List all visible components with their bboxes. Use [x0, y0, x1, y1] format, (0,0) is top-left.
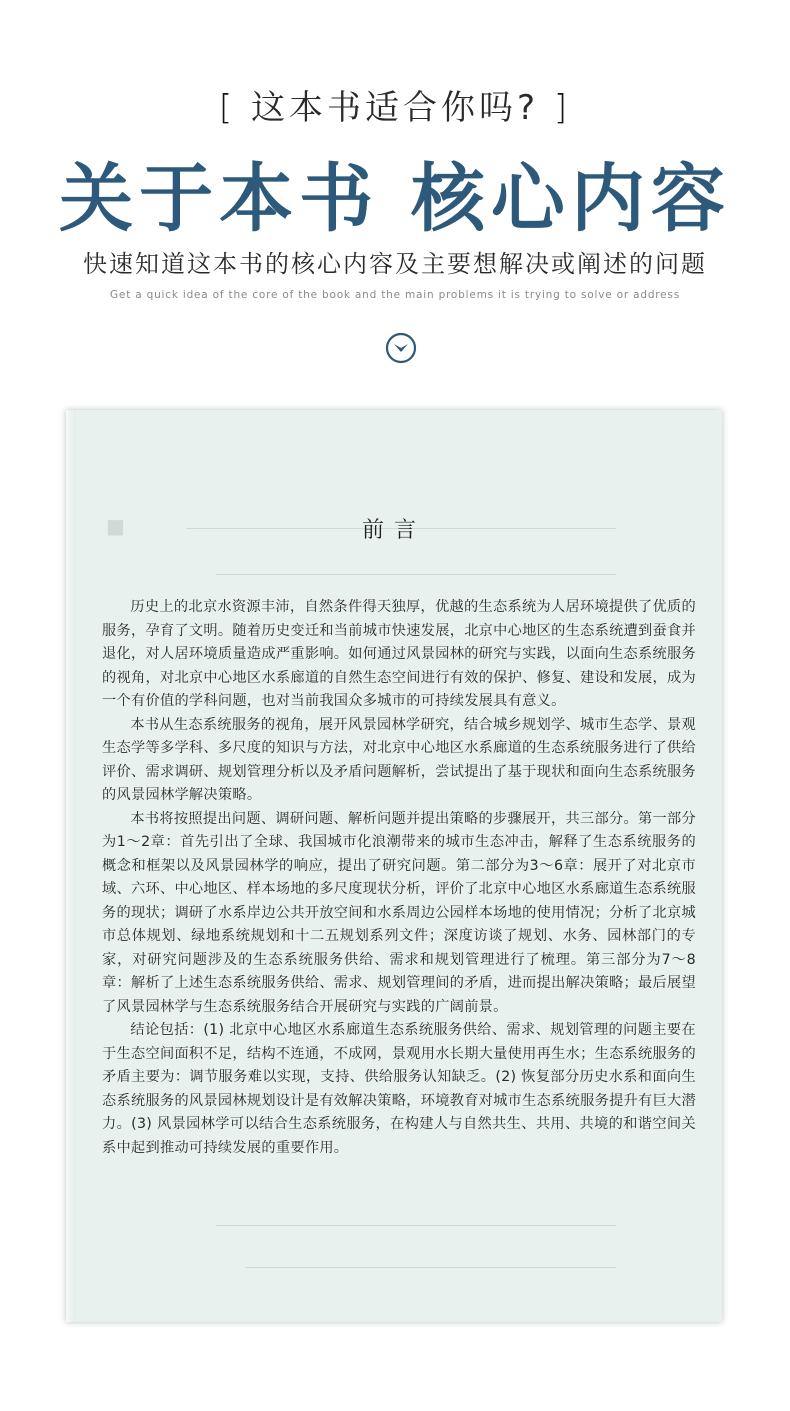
tagline — [0, 80, 790, 129]
document-body — [102, 596, 696, 1160]
header — [0, 0, 790, 400]
bleed-through-line — [216, 1225, 616, 1226]
page-title: 关于本书 核心内容 — [59, 156, 731, 242]
paragraph: 本书从生态系统服务的视角，展开风景园林学研究，结合城乡规划学、城市生态学、景观生态学等多学科、多尺度的知识与方法，对北京中心地区水系廊道的生态系统服务进行了供给评价、需求调研、规划管理分析以及矛盾问题解析，尝试提出了基于现状和面向生态系统服务的风景园林学解决策略。 — [102, 716, 696, 803]
bleed-through-mark: ■ — [106, 514, 125, 538]
tagline-bracket-right: ] — [553, 88, 572, 128]
bleed-through-line — [216, 574, 616, 575]
tagline-text: 这本书适合你吗? — [250, 88, 540, 128]
chevron-down-circle-icon[interactable] — [385, 332, 417, 364]
paragraph: 结论包括：(1) 北京中心地区水系廊道生态系统服务供给、需求、规划管理的问题主要在于生态空间面积不足，结构不连通，不成网，景观用水长期大量使用再生水；生态系统服务的矛盾主要为：调节服务难以实现，支持、供给服务认知缺乏。(2) 恢复部分历史水系和面向生态系统服务的风景园林规划设计是有效解决策略，环境教育对城市生态系统服务提升有巨大潜力。(3) 风景园林学可以结合生态系统服务，在构建人与自然共生、共用、共境的和谐空间关系中起到推动可持续发展的重要作用。 — [102, 1022, 696, 1156]
document-title: 前言 — [361, 518, 426, 543]
page-subtitle-english: Get a quick idea of the core of the book and the main problems it is trying to solve or address — [110, 289, 680, 301]
bleed-through-line — [246, 1267, 616, 1268]
tagline-bracket-left: [ — [218, 88, 237, 128]
page-subtitle: 快速知道这本书的核心内容及主要想解决或阐述的问题 — [83, 250, 707, 278]
paragraph: 本书将按照提出问题、调研问题、解析问题并提出策略的步骤展开，共三部分。第一部分为1～2章：首先引出了全球、我国城市化浪潮带来的城市生态冲击，解释了生态系统服务的概念和框架以及风景园林学的响应，提出了研究问题。第二部分为3～6章：展开了对北京市域、六环、中心地区、样本场地的多尺度现状分析，评价了北京中心地区水系廊道生态系统服务的现状；调研了水系岸边公共开放空间和水系周边公园样本场地的使用情况；分析了北京城市总体规划、绿地系统规划和十二五规划系列文件；深度访谈了规划、水务、园林部门的专家，对研究问题涉及的生态系统服务供给、需求和规划管理进行了梳理。第三部分为7～8章：解析了上述生态系统服务供给、需求、规划管理间的矛盾，进而提出解决策略；最后展望了风景园林学与生态系统服务结合开展研究与实践的广阔前景。 — [102, 810, 696, 1015]
book-page — [66, 410, 722, 1322]
paragraph: 历史上的北京水资源丰沛，自然条件得天独厚，优越的生态系统为人居环境提供了优质的服务，孕育了文明。随着历史变迁和当前城市快速发展，北京中心地区的生态系统遭到蚕食并退化，对人居环境质量造成严重影响。如何通过风景园林的研究与实践，以面向生态系统服务的视角，对北京中心地区水系廊道的自然生态空间进行有效的保护、修复、建设和发展，成为一个有价值的学科问题，也对当前我国众多城市的可持续发展具有意义。 — [102, 599, 696, 709]
